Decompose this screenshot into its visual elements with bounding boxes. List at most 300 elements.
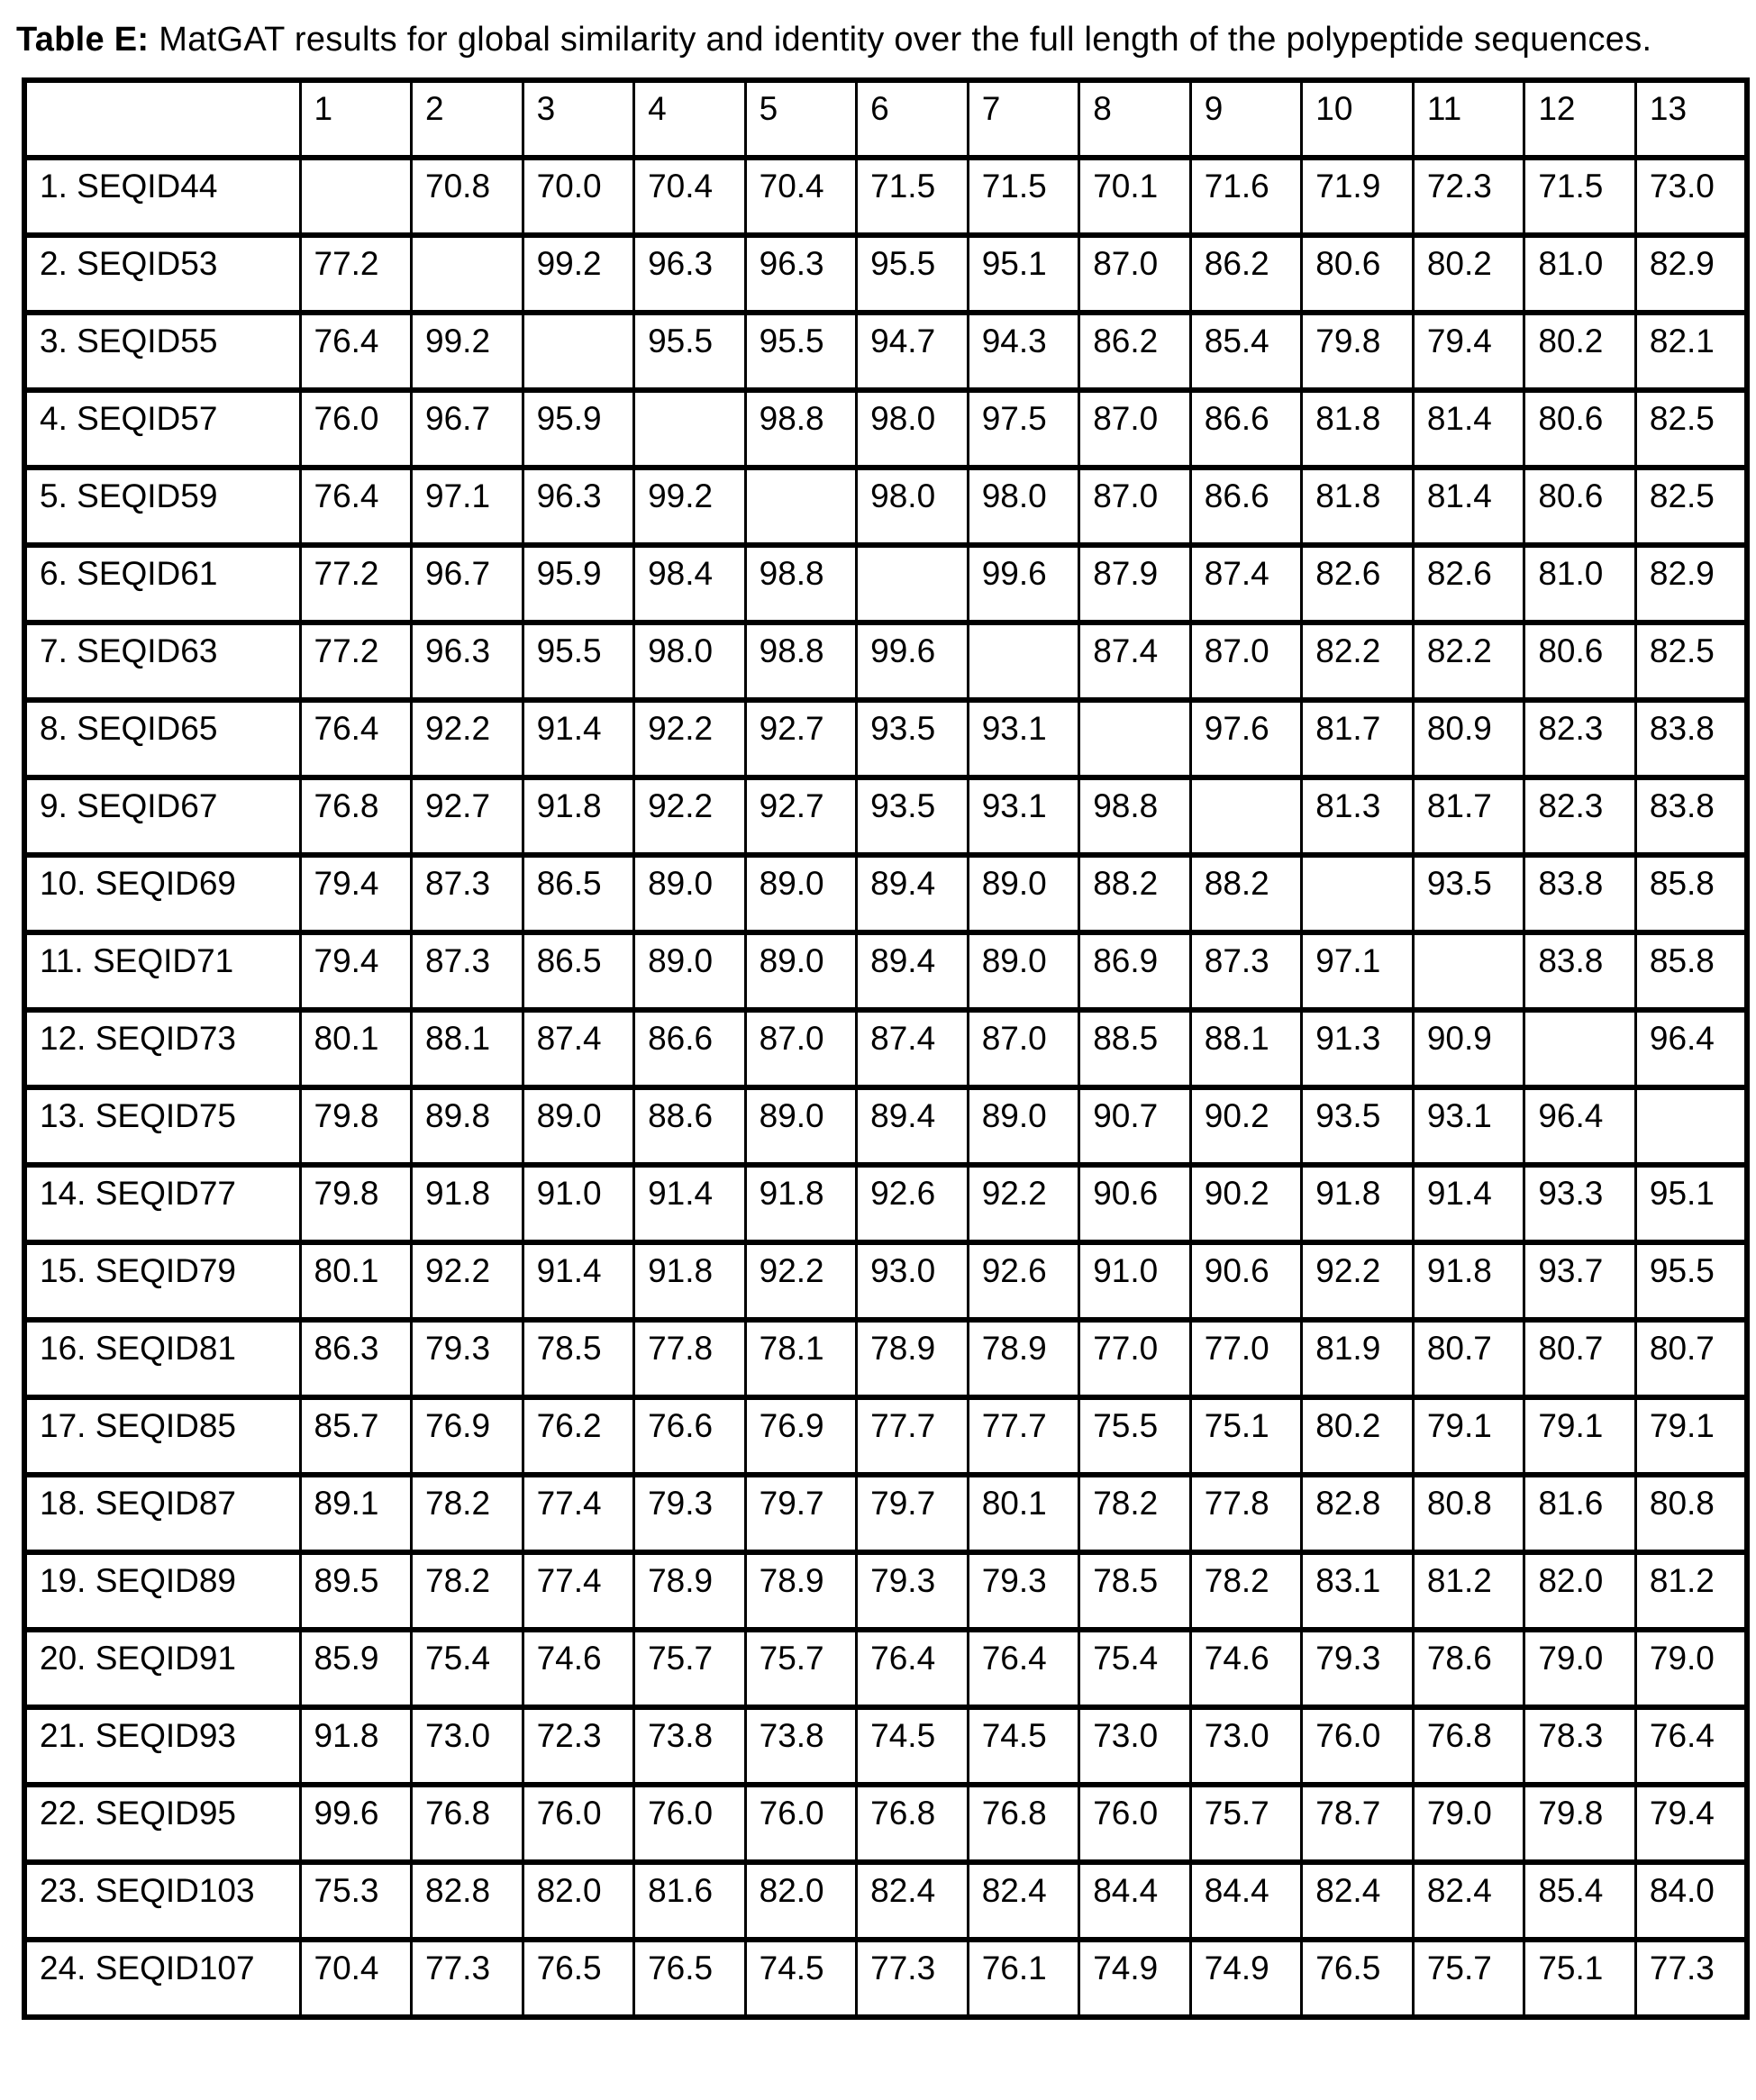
value-cell: 79.8: [300, 1087, 412, 1165]
value-cell: 88.1: [412, 1010, 523, 1087]
value-cell: 89.0: [634, 855, 746, 932]
value-cell: 76.9: [412, 1397, 523, 1475]
value-cell: 75.1: [1190, 1397, 1302, 1475]
table-row: [24, 158, 1747, 235]
value-cell: 92.7: [412, 777, 523, 855]
value-cell: 79.8: [1302, 313, 1414, 390]
value-cell: 98.8: [745, 623, 857, 700]
table-row: [24, 1087, 1747, 1165]
value-cell: 76.4: [857, 1630, 969, 1707]
value-cell: 99.6: [300, 1785, 412, 1862]
row-label: 11. SEQID71: [24, 932, 300, 1010]
table-row: [24, 777, 1747, 855]
value-cell: 85.9: [300, 1630, 412, 1707]
value-cell: 79.7: [745, 1475, 857, 1552]
value-cell: 78.2: [412, 1475, 523, 1552]
row-label: 5. SEQID59: [24, 468, 300, 545]
value-cell: 84.0: [1635, 1862, 1747, 1940]
value-cell: 91.4: [634, 1165, 746, 1242]
table-row: [24, 932, 1747, 1010]
value-cell: 88.1: [1190, 1010, 1302, 1087]
value-cell: 76.5: [1302, 1940, 1414, 2017]
value-cell: 73.8: [634, 1707, 746, 1785]
value-cell: 79.1: [1635, 1397, 1747, 1475]
value-cell: 77.2: [300, 545, 412, 623]
value-cell: 99.2: [634, 468, 746, 545]
value-cell: 80.1: [300, 1242, 412, 1320]
value-cell: 76.2: [523, 1397, 634, 1475]
row-label: 4. SEQID57: [24, 390, 300, 468]
value-cell: 75.4: [1079, 1630, 1191, 1707]
value-cell: 95.5: [745, 313, 857, 390]
diagonal-empty-cell: [1302, 855, 1414, 932]
value-cell: 82.3: [1524, 777, 1636, 855]
value-cell: 93.1: [968, 700, 1079, 777]
value-cell: 92.2: [968, 1165, 1079, 1242]
value-cell: 99.6: [857, 623, 969, 700]
col-header-8: 8: [1079, 80, 1191, 158]
col-header-6: 6: [857, 80, 969, 158]
value-cell: 92.2: [634, 700, 746, 777]
value-cell: 96.4: [1635, 1010, 1747, 1087]
value-cell: 82.0: [745, 1862, 857, 1940]
value-cell: 74.9: [1079, 1940, 1191, 2017]
table-row: [24, 1785, 1747, 1862]
value-cell: 79.0: [1524, 1630, 1636, 1707]
value-cell: 79.4: [300, 855, 412, 932]
value-cell: 95.9: [523, 390, 634, 468]
value-cell: 98.8: [745, 390, 857, 468]
value-cell: 96.3: [523, 468, 634, 545]
value-cell: 78.9: [857, 1320, 969, 1397]
row-label: 7. SEQID63: [24, 623, 300, 700]
value-cell: 76.8: [1413, 1707, 1524, 1785]
value-cell: 81.2: [1413, 1552, 1524, 1630]
value-cell: 70.4: [300, 1940, 412, 2017]
value-cell: 89.0: [745, 1087, 857, 1165]
value-cell: 76.0: [523, 1785, 634, 1862]
value-cell: 71.6: [1190, 158, 1302, 235]
col-header-13: 13: [1635, 80, 1747, 158]
value-cell: 77.3: [857, 1940, 969, 2017]
row-label: 6. SEQID61: [24, 545, 300, 623]
value-cell: 87.4: [523, 1010, 634, 1087]
value-cell: 78.5: [523, 1320, 634, 1397]
value-cell: 98.8: [745, 545, 857, 623]
value-cell: 79.8: [300, 1165, 412, 1242]
value-cell: 88.2: [1079, 855, 1191, 932]
value-cell: 80.6: [1524, 623, 1636, 700]
value-cell: 81.2: [1635, 1552, 1747, 1630]
row-label: 10. SEQID69: [24, 855, 300, 932]
row-label: 14. SEQID77: [24, 1165, 300, 1242]
table-row: [24, 1940, 1747, 2017]
value-cell: 89.4: [857, 932, 969, 1010]
col-header-5: 5: [745, 80, 857, 158]
value-cell: 87.0: [1079, 235, 1191, 313]
value-cell: 80.8: [1635, 1475, 1747, 1552]
value-cell: 98.8: [1079, 777, 1191, 855]
table-row: [24, 313, 1747, 390]
value-cell: 87.4: [1079, 623, 1191, 700]
value-cell: 93.1: [1413, 1087, 1524, 1165]
diagonal-empty-cell: [745, 468, 857, 545]
diagonal-empty-cell: [523, 313, 634, 390]
value-cell: 82.0: [523, 1862, 634, 1940]
value-cell: 78.6: [1413, 1630, 1524, 1707]
value-cell: 78.2: [412, 1552, 523, 1630]
value-cell: 77.4: [523, 1552, 634, 1630]
value-cell: 93.5: [857, 700, 969, 777]
value-cell: 78.7: [1302, 1785, 1414, 1862]
col-header-11: 11: [1413, 80, 1524, 158]
value-cell: 76.4: [968, 1630, 1079, 1707]
value-cell: 79.3: [968, 1552, 1079, 1630]
diagonal-empty-cell: [968, 623, 1079, 700]
value-cell: 82.4: [857, 1862, 969, 1940]
value-cell: 75.5: [1079, 1397, 1191, 1475]
value-cell: 89.4: [857, 855, 969, 932]
col-header-2: 2: [412, 80, 523, 158]
value-cell: 75.4: [412, 1630, 523, 1707]
value-cell: 95.5: [523, 623, 634, 700]
header-row: [24, 80, 1747, 158]
row-label: 20. SEQID91: [24, 1630, 300, 1707]
value-cell: 95.5: [1635, 1242, 1747, 1320]
value-cell: 96.4: [1524, 1087, 1636, 1165]
diagonal-empty-cell: [1413, 932, 1524, 1010]
value-cell: 79.3: [634, 1475, 746, 1552]
value-cell: 76.8: [857, 1785, 969, 1862]
value-cell: 82.6: [1302, 545, 1414, 623]
row-label: 19. SEQID89: [24, 1552, 300, 1630]
value-cell: 81.9: [1302, 1320, 1414, 1397]
value-cell: 83.8: [1524, 932, 1636, 1010]
value-cell: 97.1: [412, 468, 523, 545]
value-cell: 76.1: [968, 1940, 1079, 2017]
value-cell: 78.5: [1079, 1552, 1191, 1630]
value-cell: 93.1: [968, 777, 1079, 855]
col-header-4: 4: [634, 80, 746, 158]
diagonal-empty-cell: [1524, 1010, 1636, 1087]
table-caption: MatGAT results for global similarity and identity over the full length of the polypeptide sequences.: [149, 21, 1652, 59]
value-cell: 76.0: [745, 1785, 857, 1862]
value-cell: 76.8: [300, 777, 412, 855]
value-cell: 79.3: [412, 1320, 523, 1397]
table-row: [24, 1475, 1747, 1552]
corner-header-cell: [24, 80, 300, 158]
value-cell: 93.5: [1302, 1087, 1414, 1165]
value-cell: 93.5: [1413, 855, 1524, 932]
value-cell: 80.6: [1524, 390, 1636, 468]
value-cell: 81.7: [1413, 777, 1524, 855]
value-cell: 81.4: [1413, 390, 1524, 468]
col-header-1: 1: [300, 80, 412, 158]
col-header-12: 12: [1524, 80, 1636, 158]
value-cell: 78.3: [1524, 1707, 1636, 1785]
value-cell: 82.4: [1413, 1862, 1524, 1940]
row-label: 15. SEQID79: [24, 1242, 300, 1320]
diagonal-empty-cell: [300, 158, 412, 235]
value-cell: 79.7: [857, 1475, 969, 1552]
value-cell: 82.6: [1413, 545, 1524, 623]
value-cell: 78.1: [745, 1320, 857, 1397]
value-cell: 81.0: [1524, 545, 1636, 623]
row-label: 22. SEQID95: [24, 1785, 300, 1862]
value-cell: 82.5: [1635, 468, 1747, 545]
value-cell: 73.0: [412, 1707, 523, 1785]
value-cell: 77.0: [1079, 1320, 1191, 1397]
value-cell: 76.9: [745, 1397, 857, 1475]
row-label: 12. SEQID73: [24, 1010, 300, 1087]
value-cell: 86.6: [1190, 390, 1302, 468]
value-cell: 91.8: [300, 1707, 412, 1785]
row-label: 16. SEQID81: [24, 1320, 300, 1397]
diagonal-empty-cell: [1190, 777, 1302, 855]
value-cell: 74.5: [857, 1707, 969, 1785]
value-cell: 76.6: [634, 1397, 746, 1475]
value-cell: 76.0: [1079, 1785, 1191, 1862]
value-cell: 98.0: [857, 468, 969, 545]
value-cell: 79.4: [300, 932, 412, 1010]
value-cell: 95.1: [1635, 1165, 1747, 1242]
value-cell: 77.7: [968, 1397, 1079, 1475]
value-cell: 72.3: [1413, 158, 1524, 235]
value-cell: 83.1: [1302, 1552, 1414, 1630]
value-cell: 89.0: [968, 932, 1079, 1010]
value-cell: 70.0: [523, 158, 634, 235]
value-cell: 94.7: [857, 313, 969, 390]
value-cell: 75.7: [1190, 1785, 1302, 1862]
table-label: Table E:: [16, 21, 150, 59]
value-cell: 76.8: [412, 1785, 523, 1862]
value-cell: 87.0: [1079, 468, 1191, 545]
value-cell: 92.2: [1302, 1242, 1414, 1320]
value-cell: 95.5: [857, 235, 969, 313]
value-cell: 82.9: [1635, 545, 1747, 623]
value-cell: 80.9: [1413, 700, 1524, 777]
value-cell: 82.4: [968, 1862, 1079, 1940]
value-cell: 89.0: [968, 855, 1079, 932]
value-cell: 93.0: [857, 1242, 969, 1320]
value-cell: 84.4: [1079, 1862, 1191, 1940]
value-cell: 78.2: [1190, 1552, 1302, 1630]
value-cell: 86.3: [300, 1320, 412, 1397]
row-label: 13. SEQID75: [24, 1087, 300, 1165]
value-cell: 80.8: [1413, 1475, 1524, 1552]
value-cell: 87.4: [857, 1010, 969, 1087]
value-cell: 97.5: [968, 390, 1079, 468]
value-cell: 92.6: [968, 1242, 1079, 1320]
value-cell: 87.0: [1079, 390, 1191, 468]
value-cell: 82.9: [1635, 235, 1747, 313]
value-cell: 82.5: [1635, 390, 1747, 468]
value-cell: 76.0: [1302, 1707, 1414, 1785]
value-cell: 83.8: [1635, 700, 1747, 777]
value-cell: 81.4: [1413, 468, 1524, 545]
value-cell: 80.2: [1524, 313, 1636, 390]
value-cell: 89.1: [300, 1475, 412, 1552]
value-cell: 87.0: [968, 1010, 1079, 1087]
value-cell: 79.1: [1413, 1397, 1524, 1475]
diagonal-empty-cell: [1079, 700, 1191, 777]
value-cell: 80.1: [968, 1475, 1079, 1552]
table-row: [24, 700, 1747, 777]
value-cell: 77.8: [1190, 1475, 1302, 1552]
value-cell: 87.3: [412, 932, 523, 1010]
value-cell: 79.3: [857, 1552, 969, 1630]
diagonal-empty-cell: [634, 390, 746, 468]
value-cell: 82.5: [1635, 623, 1747, 700]
value-cell: 73.8: [745, 1707, 857, 1785]
value-cell: 76.5: [523, 1940, 634, 2017]
value-cell: 80.1: [300, 1010, 412, 1087]
value-cell: 79.4: [1635, 1785, 1747, 1862]
value-cell: 72.3: [523, 1707, 634, 1785]
value-cell: 88.5: [1079, 1010, 1191, 1087]
value-cell: 76.4: [300, 313, 412, 390]
value-cell: 93.3: [1524, 1165, 1636, 1242]
value-cell: 75.1: [1524, 1940, 1636, 2017]
value-cell: 79.3: [1302, 1630, 1414, 1707]
value-cell: 81.0: [1524, 235, 1636, 313]
row-label: 3. SEQID55: [24, 313, 300, 390]
value-cell: 87.3: [1190, 932, 1302, 1010]
value-cell: 92.2: [412, 700, 523, 777]
table-row: [24, 1397, 1747, 1475]
value-cell: 82.4: [1302, 1862, 1414, 1940]
value-cell: 80.2: [1302, 1397, 1414, 1475]
value-cell: 87.4: [1190, 545, 1302, 623]
table-row: [24, 235, 1747, 313]
table-row: [24, 1242, 1747, 1320]
value-cell: 86.9: [1079, 932, 1191, 1010]
value-cell: 92.7: [745, 777, 857, 855]
value-cell: 70.8: [412, 158, 523, 235]
value-cell: 77.7: [857, 1397, 969, 1475]
value-cell: 86.2: [1190, 235, 1302, 313]
value-cell: 76.4: [1635, 1707, 1747, 1785]
value-cell: 86.6: [634, 1010, 746, 1087]
value-cell: 89.0: [968, 1087, 1079, 1165]
value-cell: 90.6: [1190, 1242, 1302, 1320]
value-cell: 87.0: [1190, 623, 1302, 700]
table-header: [24, 80, 1747, 158]
value-cell: 81.7: [1302, 700, 1414, 777]
row-label: 2. SEQID53: [24, 235, 300, 313]
value-cell: 82.1: [1635, 313, 1747, 390]
value-cell: 78.2: [1079, 1475, 1191, 1552]
diagonal-empty-cell: [1635, 1087, 1747, 1165]
row-label: 23. SEQID103: [24, 1862, 300, 1940]
row-label: 24. SEQID107: [24, 1940, 300, 2017]
value-cell: 79.0: [1413, 1785, 1524, 1862]
value-cell: 80.2: [1413, 235, 1524, 313]
value-cell: 71.5: [1524, 158, 1636, 235]
table-row: [24, 1862, 1747, 1940]
value-cell: 85.4: [1190, 313, 1302, 390]
value-cell: 92.2: [745, 1242, 857, 1320]
col-header-7: 7: [968, 80, 1079, 158]
value-cell: 79.4: [1413, 313, 1524, 390]
value-cell: 80.7: [1413, 1320, 1524, 1397]
value-cell: 85.4: [1524, 1862, 1636, 1940]
col-header-3: 3: [523, 80, 634, 158]
value-cell: 70.4: [634, 158, 746, 235]
value-cell: 89.4: [857, 1087, 969, 1165]
value-cell: 96.3: [634, 235, 746, 313]
value-cell: 77.0: [1190, 1320, 1302, 1397]
value-cell: 90.2: [1190, 1087, 1302, 1165]
diagonal-empty-cell: [857, 545, 969, 623]
row-label: 18. SEQID87: [24, 1475, 300, 1552]
value-cell: 81.8: [1302, 390, 1414, 468]
value-cell: 96.3: [745, 235, 857, 313]
value-cell: 76.0: [300, 390, 412, 468]
value-cell: 92.2: [412, 1242, 523, 1320]
value-cell: 96.7: [412, 390, 523, 468]
value-cell: 91.4: [523, 1242, 634, 1320]
value-cell: 87.3: [412, 855, 523, 932]
value-cell: 77.8: [634, 1320, 746, 1397]
value-cell: 93.7: [1524, 1242, 1636, 1320]
table-row: [24, 1320, 1747, 1397]
value-cell: 91.8: [412, 1165, 523, 1242]
value-cell: 73.0: [1079, 1707, 1191, 1785]
table-row: [24, 468, 1747, 545]
value-cell: 90.2: [1190, 1165, 1302, 1242]
value-cell: 92.7: [745, 700, 857, 777]
value-cell: 82.8: [1302, 1475, 1414, 1552]
value-cell: 91.8: [745, 1165, 857, 1242]
value-cell: 95.9: [523, 545, 634, 623]
value-cell: 74.6: [1190, 1630, 1302, 1707]
value-cell: 76.4: [300, 700, 412, 777]
value-cell: 78.9: [968, 1320, 1079, 1397]
value-cell: 99.2: [412, 313, 523, 390]
col-header-10: 10: [1302, 80, 1414, 158]
diagonal-empty-cell: [412, 235, 523, 313]
value-cell: 80.7: [1524, 1320, 1636, 1397]
value-cell: 87.0: [745, 1010, 857, 1087]
table-row: [24, 1630, 1747, 1707]
value-cell: 96.7: [412, 545, 523, 623]
table-row: [24, 1165, 1747, 1242]
table-row: [24, 1707, 1747, 1785]
value-cell: 70.4: [745, 158, 857, 235]
value-cell: 99.2: [523, 235, 634, 313]
table-row: [24, 390, 1747, 468]
value-cell: 75.7: [745, 1630, 857, 1707]
value-cell: 82.2: [1302, 623, 1414, 700]
value-cell: 91.8: [523, 777, 634, 855]
matgat-similarity-identity-table: [22, 77, 1750, 2020]
value-cell: 88.2: [1190, 855, 1302, 932]
value-cell: 98.0: [634, 623, 746, 700]
table-body: [24, 158, 1747, 2017]
value-cell: 86.5: [523, 932, 634, 1010]
value-cell: 96.3: [412, 623, 523, 700]
value-cell: 91.8: [1302, 1165, 1414, 1242]
value-cell: 91.0: [523, 1165, 634, 1242]
value-cell: 85.8: [1635, 932, 1747, 1010]
value-cell: 71.9: [1302, 158, 1414, 235]
value-cell: 90.6: [1079, 1165, 1191, 1242]
row-label: 1. SEQID44: [24, 158, 300, 235]
value-cell: 89.0: [745, 855, 857, 932]
table-row: [24, 545, 1747, 623]
value-cell: 85.8: [1635, 855, 1747, 932]
